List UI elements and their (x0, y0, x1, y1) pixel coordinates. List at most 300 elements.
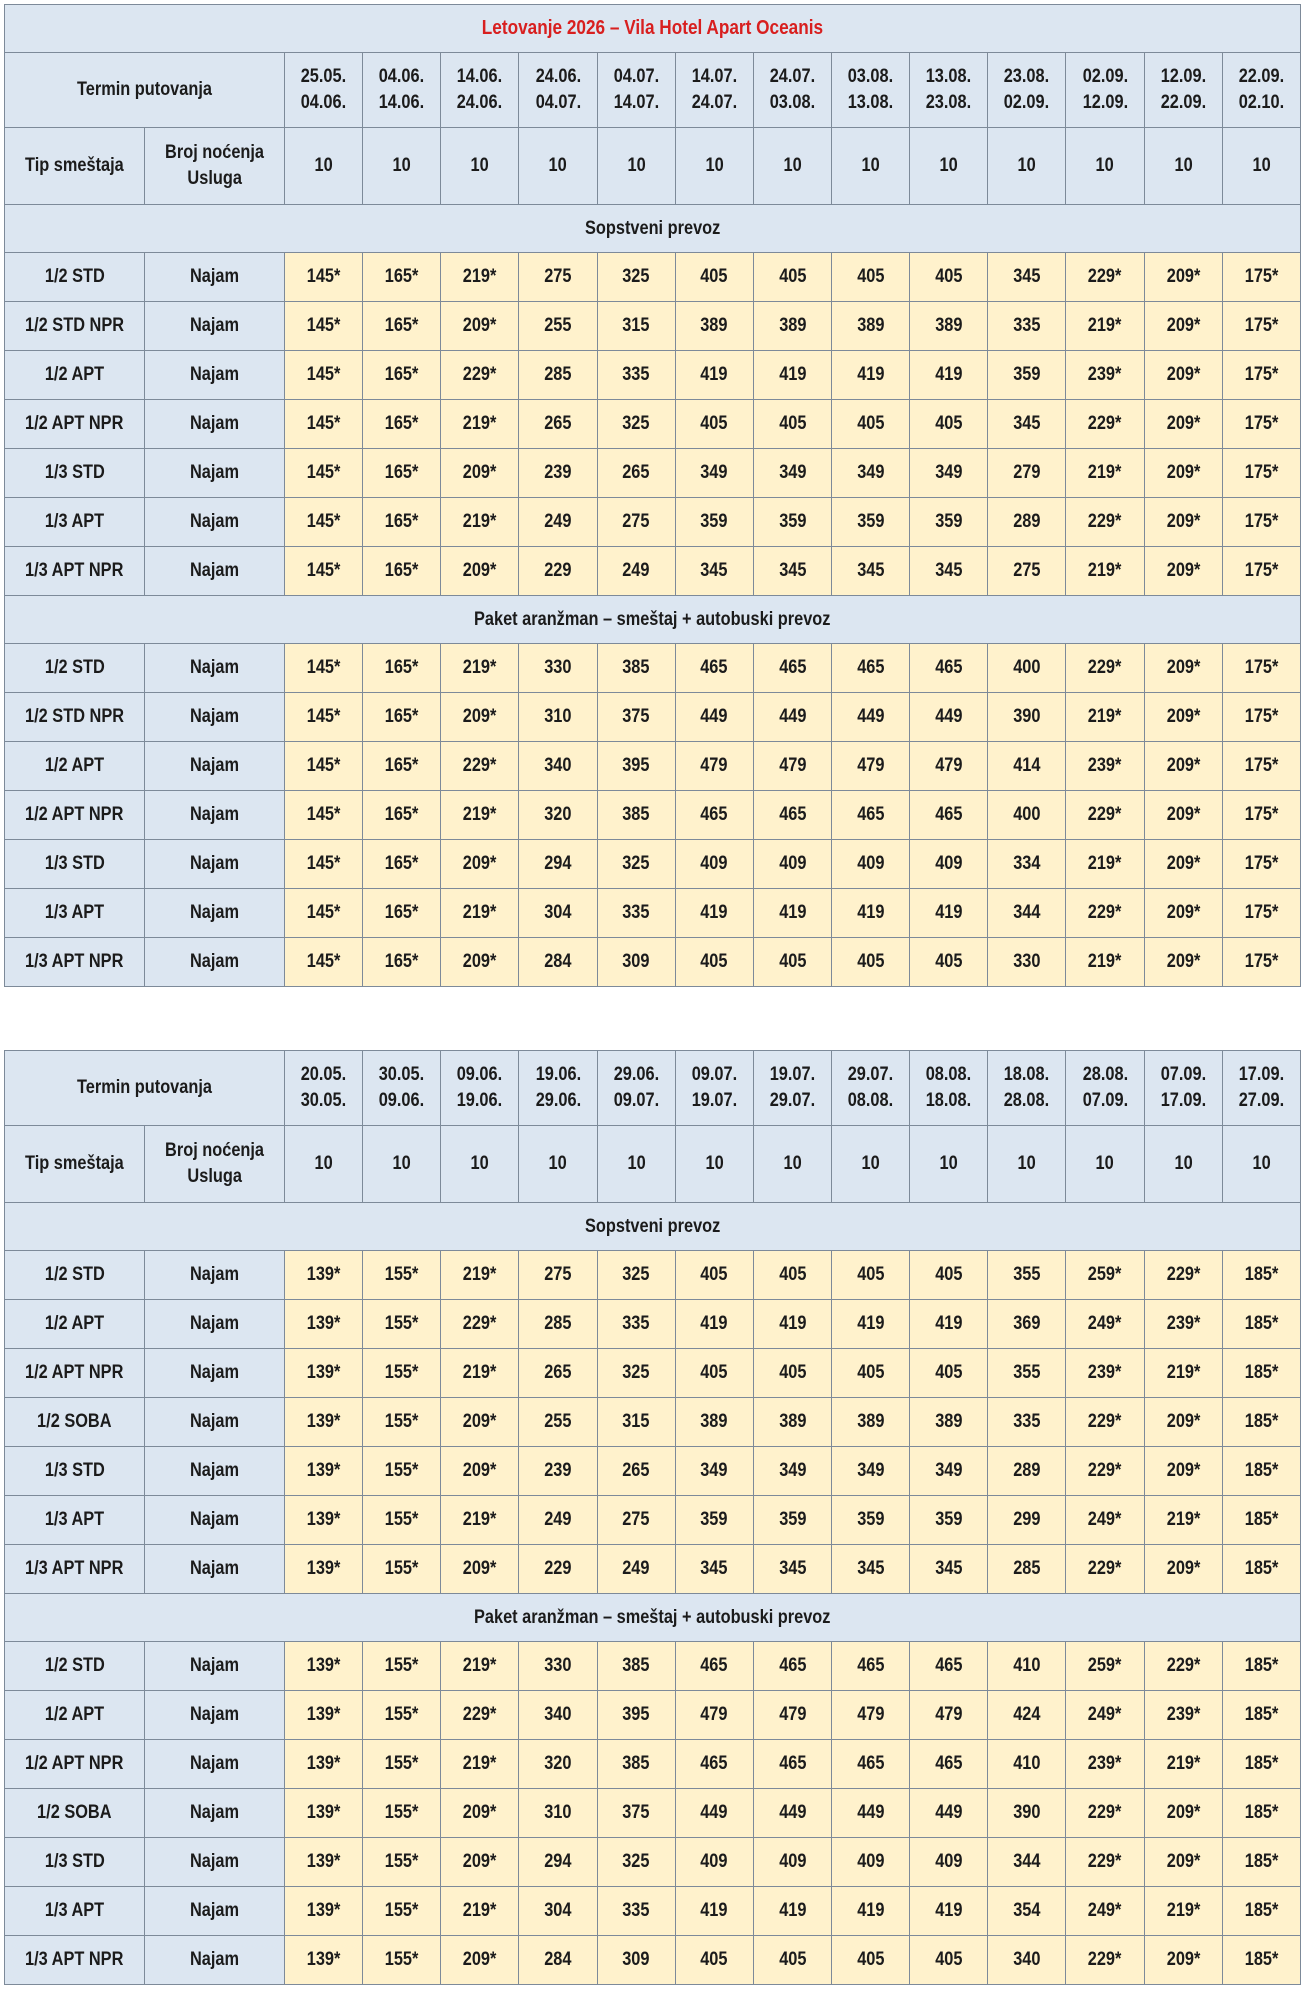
price-cell-text: 209* (1166, 1558, 1200, 1579)
price-cell-text: 145* (306, 315, 341, 336)
price-cell-text: 389 (778, 1411, 807, 1432)
price-cell-text: 219* (463, 511, 497, 532)
price-cell-text: 209* (1166, 902, 1200, 923)
price-cell-text: 229* (463, 1704, 497, 1725)
price-cell-text: 309 (622, 951, 650, 972)
price-cell-text: 285 (544, 1313, 572, 1334)
price-cell-text: 405 (778, 951, 807, 972)
service-text: Najam (189, 853, 240, 874)
price-cell-text: 239* (1088, 755, 1122, 776)
date-range-text: 14.06. (457, 66, 503, 87)
price-cell (1222, 1251, 1300, 1300)
price-cell (831, 302, 909, 351)
nights-count-text: 10 (783, 155, 802, 176)
price-cell (1066, 449, 1144, 498)
nights-count (519, 1126, 597, 1203)
price-cell-text: 449 (778, 1802, 807, 1823)
price-cell (1144, 400, 1222, 449)
price-cell-text: 185* (1244, 1802, 1279, 1823)
price-cell (441, 1447, 519, 1496)
price-cell-text: 345 (778, 1558, 807, 1579)
price-cell (988, 1545, 1066, 1594)
price-cell (597, 351, 675, 400)
price-cell (832, 1300, 910, 1349)
date-range-text: 19.06. (457, 1090, 503, 1111)
price-cell (675, 498, 753, 547)
service-text: Najam (189, 657, 240, 678)
price-cell (597, 449, 675, 498)
price-cell-text: 390 (1013, 706, 1041, 727)
room-type (5, 693, 145, 742)
price-cell (363, 889, 441, 938)
price-cell-text: 389 (935, 1411, 963, 1432)
price-cell-text: 294 (544, 1851, 572, 1872)
nights-count (363, 1126, 441, 1203)
price-cell-text: 449 (700, 706, 728, 727)
price-cell-text: 209* (1166, 560, 1200, 581)
price-cell (988, 1447, 1066, 1496)
room-type-text: 1/2 APT (44, 1704, 105, 1725)
price-cell-text: 289 (1013, 1460, 1041, 1481)
price-cell (675, 840, 753, 889)
price-cell (441, 1789, 519, 1838)
date-range-text: 24.07. (691, 92, 737, 113)
date-range (910, 53, 988, 128)
price-cell-text: 349 (778, 1460, 807, 1481)
price-cell-text: 219* (1166, 1362, 1200, 1383)
price-cell-text: 405 (935, 1949, 963, 1970)
price-cell-text: 345 (1013, 266, 1041, 287)
room-type (5, 938, 145, 987)
price-cell (831, 351, 909, 400)
price-cell-text: 209* (463, 853, 497, 874)
service-text: Najam (189, 413, 240, 434)
date-range (285, 53, 363, 128)
price-cell-text: 285 (544, 364, 572, 385)
price-cell-text: 405 (856, 951, 885, 972)
price-cell (441, 938, 519, 987)
price-cell (363, 1545, 441, 1594)
price-cell (519, 693, 597, 742)
price-cell-text: 219* (463, 1362, 497, 1383)
section-title (5, 1594, 1301, 1642)
price-cell-text: 405 (778, 266, 807, 287)
price-cell (1144, 1789, 1222, 1838)
table-row (5, 889, 1301, 938)
price-cell (1066, 1691, 1144, 1740)
price-cell (1144, 449, 1222, 498)
date-range (1144, 53, 1222, 128)
price-cell (363, 742, 441, 791)
room-type-text: 1/2 APT NPR (25, 1362, 124, 1383)
date-range (441, 1051, 519, 1126)
service-text: Najam (189, 315, 240, 336)
broj-nocenja-label-text: Usluga (187, 168, 242, 189)
price-cell-text: 219* (1166, 1753, 1200, 1774)
price-cell-text: 249 (622, 560, 650, 581)
nights-count (1144, 128, 1222, 205)
nights-count-text: 10 (705, 1153, 724, 1174)
price-cell-text: 349 (935, 462, 963, 483)
price-cell-text: 139* (306, 1460, 341, 1481)
date-range-text: 03.08. (769, 92, 816, 113)
price-cell (831, 547, 909, 596)
price-cell-text: 419 (778, 902, 807, 923)
room-type (5, 400, 145, 449)
price-cell (675, 1300, 753, 1349)
service (145, 742, 285, 791)
date-range-text: 02.09. (1082, 66, 1128, 87)
nights-count-text: 10 (939, 155, 958, 176)
price-cell-text: 340 (544, 1704, 572, 1725)
price-cell-text: 145* (306, 804, 341, 825)
price-cell (910, 1300, 988, 1349)
price-cell-text: 229* (1166, 1264, 1200, 1285)
date-range (910, 1051, 988, 1126)
price-cell (988, 498, 1066, 547)
price-cell-text: 255 (544, 315, 572, 336)
room-type-text: 1/2 SOBA (37, 1411, 112, 1432)
section-title (5, 1203, 1301, 1251)
price-cell-text: 304 (544, 1900, 572, 1921)
price-cell (753, 1740, 831, 1789)
price-cell-text: 145* (306, 266, 341, 287)
price-cell (753, 791, 831, 840)
price-cell-text: 375 (622, 706, 650, 727)
price-cell (1144, 1349, 1222, 1398)
price-cell (675, 1936, 753, 1985)
service-text: Najam (189, 1411, 240, 1432)
price-cell (363, 1691, 441, 1740)
price-cell-text: 419 (778, 1900, 807, 1921)
room-type-text: 1/3 APT (44, 902, 105, 923)
price-cell (285, 1789, 363, 1838)
price-cell (519, 1447, 597, 1496)
price-cell-text: 465 (856, 657, 885, 678)
price-cell (910, 1838, 988, 1887)
room-type (5, 1789, 145, 1838)
date-range (597, 53, 675, 128)
price-cell (363, 449, 441, 498)
price-cell-text: 219* (463, 657, 497, 678)
price-cell (910, 938, 988, 987)
price-cell (675, 1251, 753, 1300)
price-cell (597, 1545, 675, 1594)
price-cell-text: 465 (700, 657, 728, 678)
nights-count (910, 1126, 988, 1203)
room-type-text: 1/3 STD (44, 853, 105, 874)
price-cell-text: 175* (1244, 511, 1279, 532)
service-text: Najam (189, 755, 240, 776)
price-cell (1144, 302, 1222, 351)
price-cell (988, 1691, 1066, 1740)
nights-count-text: 10 (470, 155, 489, 176)
price-cell (753, 1496, 831, 1545)
nights-count-text: 10 (1252, 1153, 1271, 1174)
price-cell (910, 840, 988, 889)
price-cell (910, 400, 988, 449)
room-type (5, 351, 145, 400)
table-row (5, 1838, 1301, 1887)
price-cell (910, 1447, 988, 1496)
price-cell (1144, 1887, 1222, 1936)
date-range (597, 1051, 675, 1126)
date-range (519, 1051, 597, 1126)
table-row (5, 1789, 1301, 1838)
price-cell (910, 302, 988, 351)
price-cell-text: 155* (384, 1900, 419, 1921)
price-cell (597, 1691, 675, 1740)
price-table-2 (4, 1050, 1301, 1985)
nights-count (988, 128, 1066, 205)
date-range (675, 1051, 753, 1126)
price-cell-text: 465 (778, 657, 807, 678)
price-cell (832, 1936, 910, 1985)
date-range-text: 24.06. (457, 92, 503, 113)
price-cell (363, 1349, 441, 1398)
price-cell-text: 405 (856, 1362, 885, 1383)
price-cell-text: 175* (1244, 462, 1279, 483)
price-cell (519, 1398, 597, 1447)
price-cell-text: 155* (384, 1949, 419, 1970)
nights-count-text: 10 (939, 1153, 958, 1174)
price-cell (441, 1642, 519, 1691)
price-cell-text: 185* (1244, 1949, 1279, 1970)
date-range (441, 53, 519, 128)
price-cell-text: 229* (1088, 1851, 1122, 1872)
price-cell-text: 405 (935, 1362, 963, 1383)
nights-count-text: 10 (861, 155, 880, 176)
price-cell (441, 1691, 519, 1740)
price-cell-text: 229* (1088, 804, 1122, 825)
price-cell (832, 1545, 910, 1594)
service (145, 302, 285, 351)
price-cell-text: 165* (384, 706, 419, 727)
price-cell-text: 229 (544, 1558, 572, 1579)
price-table-1 (4, 4, 1301, 987)
price-cell (753, 351, 831, 400)
price-cell (910, 1789, 988, 1838)
price-cell-text: 185* (1244, 1362, 1279, 1383)
price-cell (988, 840, 1066, 889)
price-cell-text: 165* (384, 462, 419, 483)
price-cell (441, 889, 519, 938)
price-cell (1222, 1300, 1300, 1349)
price-cell (988, 644, 1066, 693)
price-cell (597, 1496, 675, 1545)
nights-count (285, 128, 363, 205)
price-cell (1222, 644, 1300, 693)
date-range-text: 02.09. (1004, 92, 1050, 113)
price-cell-text: 340 (1013, 1949, 1041, 1970)
price-cell (988, 1642, 1066, 1691)
price-cell-text: 335 (622, 1313, 650, 1334)
price-cell-text: 175* (1244, 853, 1279, 874)
price-cell (1066, 1642, 1144, 1691)
date-range-text: 23.08. (925, 92, 972, 113)
price-cell-text: 209* (1166, 1411, 1200, 1432)
price-cell (597, 938, 675, 987)
price-cell-text: 239* (1088, 1753, 1122, 1774)
price-cell-text: 345 (935, 560, 963, 581)
room-type-text: 1/3 STD (44, 462, 105, 483)
price-cell (519, 1349, 597, 1398)
price-cell (597, 1838, 675, 1887)
price-cell-text: 479 (778, 755, 807, 776)
nights-count (519, 128, 597, 205)
price-cell (675, 742, 753, 791)
price-cell-text: 419 (935, 364, 963, 385)
price-cell (910, 449, 988, 498)
price-cell (285, 1936, 363, 1985)
price-cell-text: 139* (306, 1264, 341, 1285)
room-type-text: 1/2 APT NPR (25, 804, 124, 825)
price-cell (441, 400, 519, 449)
room-type (5, 1300, 145, 1349)
price-cell-text: 419 (856, 364, 885, 385)
price-cell (675, 449, 753, 498)
date-range (753, 1051, 831, 1126)
price-cell (363, 1887, 441, 1936)
price-cell (831, 449, 909, 498)
price-cell-text: 325 (622, 413, 650, 434)
price-cell-text: 405 (935, 1264, 963, 1285)
service-text: Najam (189, 364, 240, 385)
price-cell (285, 1545, 363, 1594)
price-cell (1144, 1398, 1222, 1447)
price-cell (285, 644, 363, 693)
price-cell (1066, 1398, 1144, 1447)
price-cell (988, 1887, 1066, 1936)
price-cell (597, 498, 675, 547)
price-cell (753, 1936, 831, 1985)
date-range-text: 12.09. (1160, 66, 1206, 87)
price-cell (363, 840, 441, 889)
price-cell (831, 498, 909, 547)
price-cell (519, 449, 597, 498)
nights-count-text: 10 (1095, 155, 1115, 176)
price-cell (831, 253, 909, 302)
price-cell-text: 219* (463, 1900, 497, 1921)
price-cell (441, 1251, 519, 1300)
service (145, 1349, 285, 1398)
price-cell (441, 1740, 519, 1789)
room-type (5, 791, 145, 840)
service (145, 1545, 285, 1594)
price-cell (831, 938, 909, 987)
room-type-text: 1/3 APT (44, 511, 105, 532)
price-cell-text: 209* (1166, 1460, 1200, 1481)
price-cell-text: 219* (1166, 1509, 1200, 1530)
price-cell-text: 139* (306, 1949, 341, 1970)
price-cell (988, 693, 1066, 742)
date-range (1066, 1051, 1144, 1126)
price-cell (1222, 449, 1300, 498)
table-row (5, 1349, 1301, 1398)
price-cell (1066, 547, 1144, 596)
date-range-text: 29.06. (613, 1064, 659, 1085)
price-cell (675, 351, 753, 400)
price-cell-text: 155* (384, 1558, 419, 1579)
service (145, 1251, 285, 1300)
service (145, 547, 285, 596)
price-cell (1144, 693, 1222, 742)
room-type-text: 1/2 APT (44, 1313, 105, 1334)
price-cell-text: 304 (544, 902, 572, 923)
price-cell (441, 791, 519, 840)
price-cell (910, 1642, 988, 1691)
room-type-text: 1/2 APT NPR (25, 413, 124, 434)
price-cell-text: 175* (1244, 804, 1279, 825)
price-cell (285, 547, 363, 596)
price-cell-text: 175* (1244, 364, 1279, 385)
room-type-text: 1/2 APT NPR (25, 1753, 124, 1774)
date-range (1144, 1051, 1222, 1126)
price-cell-text: 419 (856, 1900, 885, 1921)
price-cell-text: 320 (544, 804, 572, 825)
table-row (5, 1251, 1301, 1300)
price-cell-text: 209* (1166, 364, 1200, 385)
price-cell-text: 310 (544, 706, 572, 727)
service-text: Najam (189, 462, 240, 483)
price-cell-text: 395 (622, 1704, 650, 1725)
price-cell-text: 449 (935, 1802, 963, 1823)
price-cell (753, 449, 831, 498)
price-cell (753, 302, 831, 351)
price-cell-text: 405 (700, 951, 728, 972)
date-range-text: 14.06. (378, 92, 425, 113)
price-cell-text: 465 (700, 804, 728, 825)
date-range-text: 13.08. (925, 66, 972, 87)
broj-nocenja-label-text: Broj noćenja (165, 142, 264, 163)
price-cell (1222, 400, 1300, 449)
price-cell-text: 400 (1013, 657, 1041, 678)
room-type-text: 1/2 STD (44, 657, 105, 678)
price-cell (519, 1251, 597, 1300)
price-cell (1222, 351, 1300, 400)
price-cell (441, 742, 519, 791)
price-cell (519, 1838, 597, 1887)
price-cell-text: 345 (778, 560, 807, 581)
price-cell-text: 414 (1013, 755, 1041, 776)
price-cell (988, 791, 1066, 840)
price-cell (285, 938, 363, 987)
price-cell (910, 351, 988, 400)
price-cell-text: 349 (700, 1460, 728, 1481)
price-cell-text: 175* (1244, 315, 1279, 336)
price-cell-text: 229* (463, 1313, 497, 1334)
price-cell (1222, 1838, 1300, 1887)
nights-count-text: 10 (548, 155, 568, 176)
price-cell (597, 400, 675, 449)
price-cell (831, 644, 909, 693)
price-cell-text: 219* (463, 266, 497, 287)
price-cell-text: 315 (622, 315, 650, 336)
service (145, 351, 285, 400)
price-cell (831, 400, 909, 449)
price-cell (285, 302, 363, 351)
price-cell (597, 1936, 675, 1985)
price-cell (753, 1251, 831, 1300)
price-cell (988, 1936, 1066, 1985)
price-cell-text: 349 (935, 1460, 963, 1481)
service-text: Najam (189, 1949, 240, 1970)
price-cell-text: 139* (306, 1558, 341, 1579)
price-cell-text: 375 (622, 1802, 650, 1823)
price-cell-text: 145* (306, 853, 341, 874)
price-cell-text: 419 (778, 1313, 807, 1334)
service (145, 840, 285, 889)
